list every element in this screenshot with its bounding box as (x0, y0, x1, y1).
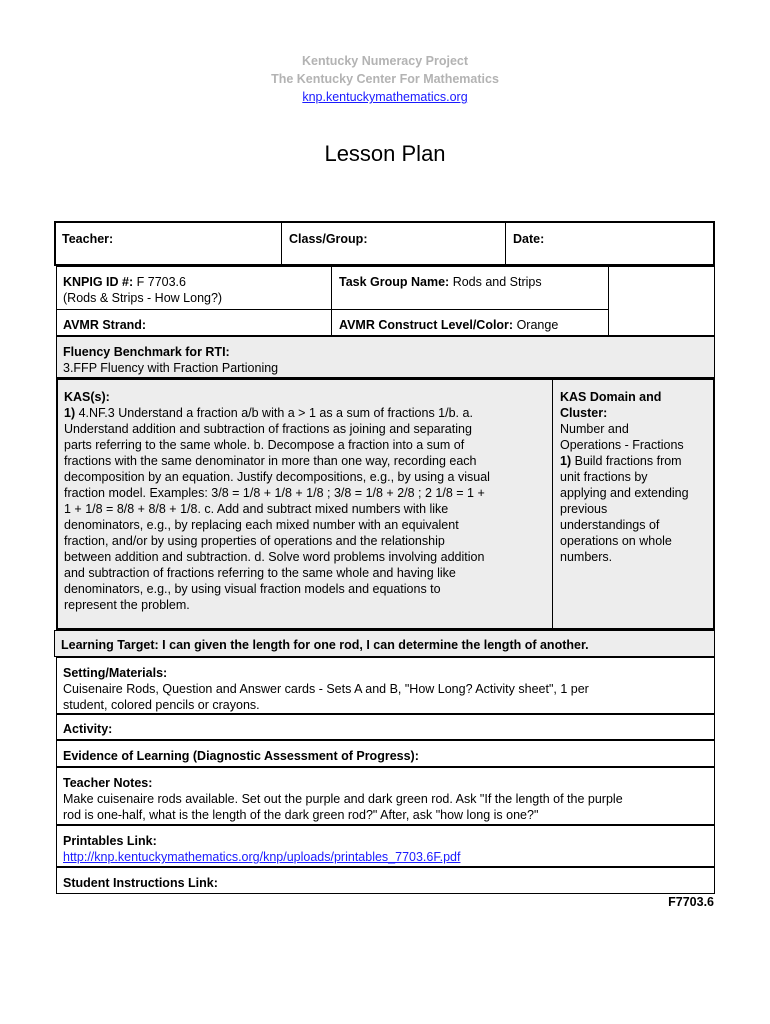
fluency-label: Fluency Benchmark for RTI: (63, 345, 230, 359)
task-group-label: Task Group Name: (339, 275, 450, 289)
knpig-sub: (Rods & Strips - How Long?) (63, 291, 223, 305)
page-title: Lesson Plan (324, 141, 446, 166)
kas-line-2: parts referring to the same whole. b. Decompose a fraction into a sum of (64, 438, 465, 452)
domain-line-b5: numbers. (560, 550, 613, 564)
header-link[interactable]: knp.kentuckymathematics.org (302, 90, 468, 104)
setting-section (56, 657, 715, 714)
domain-line-b0: unit fractions by (560, 470, 648, 484)
domain-line-b3: understandings of (560, 518, 660, 532)
kas-domain-label: KAS Domain and (560, 390, 662, 404)
domain-line-first: 1) Build fractions from (560, 454, 682, 468)
info-block (56, 266, 715, 336)
kas-line-3: fractions with the same denominator in more than one way, recording each (64, 454, 477, 468)
kas-line-4: decomposition by an equation. Justify decompositions, e.g., by using a visual (64, 470, 490, 484)
center-name: The Kentucky Center For Mathematics (271, 72, 499, 86)
notes-line-1: Make cuisenaire rods available. Set out the purple and dark green rod. Ask "If the length of the purple (63, 792, 623, 806)
kas-line-9: between addition and subtraction. d. Solve word problems involving addition (64, 550, 485, 564)
setting-label: Setting/Materials: (63, 666, 168, 680)
teacher-notes-label: Teacher Notes: (63, 776, 153, 790)
kas-number: 1) (64, 406, 76, 420)
top-row (54, 221, 715, 266)
task-group-value: Rods and Strips (452, 275, 542, 289)
project-name: Kentucky Numeracy Project (301, 54, 469, 68)
setting-line-2: student, colored pencils or crayons. (63, 698, 260, 712)
kas-line-1: Understand addition and subtraction of fractions as joining and separating (64, 422, 472, 436)
class-label: Class/Group: (289, 232, 368, 246)
kas-cluster-label: Cluster: (560, 406, 608, 420)
avmr-construct-label: AVMR Construct Level/Color: (339, 318, 514, 332)
domain-line-a0: Number and (560, 422, 629, 436)
activity-label: Activity: (63, 722, 113, 736)
activity-section (56, 714, 715, 740)
kas-label: KAS(s): (64, 390, 110, 404)
evidence-section (56, 740, 715, 767)
kas-line-8: fraction, and/or by using properties of operations and the relationship (64, 534, 445, 548)
domain-line-b1: applying and extending (560, 486, 689, 500)
notes-line-2: rod is one-half, what is the length of the dark green rod?" After, ask "how long is one?" (63, 808, 539, 822)
kas-section (56, 378, 715, 630)
printables-link[interactable]: http://knp.kentuckymathematics.org/knp/uploads/printables_7703.6F.pdf (63, 850, 461, 864)
knpig-value: F 7703.6 (136, 275, 186, 289)
domain-line-b4: operations on whole (560, 534, 672, 548)
teacher-notes-section (56, 767, 715, 825)
kas-line-5: fraction model. Examples: 3/8 = 1/8 + 1/8 + 1/8 ; 3/8 = 1/8 + 2/8 ; 2 1/8 = 1 + (64, 486, 485, 500)
printables-section (56, 825, 715, 867)
teacher-label: Teacher: (62, 232, 114, 246)
knpig-label: KNPIG ID #: (63, 275, 134, 289)
student-instructions-label: Student Instructions Link: (63, 876, 218, 890)
kas-line-0: 1) 4.NF.3 Understand a fraction a/b with a > 1 as a sum of fractions 1/b. a. (64, 406, 473, 420)
setting-line-1: Cuisenaire Rods, Question and Answer cards - Sets A and B, "How Long? Activity sheet", 1 per (63, 682, 589, 696)
kas-line-6: 1 + 1/8 = 8/8 + 8/8 + 1/8. c. Add and subtract mixed numbers with like (64, 502, 449, 516)
kas-line-10: and subtraction of fractions referring to the same whole and having like (64, 566, 456, 580)
domain-line-b2: previous (560, 502, 608, 516)
domain-line-a1: Operations - Fractions (560, 438, 684, 452)
learning-target-row (54, 630, 715, 657)
fluency-value: 3.FFP Fluency with Fraction Partioning (63, 361, 279, 375)
domain-number: 1) (560, 454, 572, 468)
date-label: Date: (513, 232, 545, 246)
avmr-construct-value: Orange (516, 318, 559, 332)
kas-line-7: denominators, e.g., by replacing each mixed number with an equivalent (64, 518, 459, 532)
footer-code: F7703.6 (668, 895, 714, 909)
evidence-label: Evidence of Learning (Diagnostic Assessment of Progress): (63, 749, 419, 763)
printables-label: Printables Link: (63, 834, 157, 848)
avmr-strand-label: AVMR Strand: (63, 318, 147, 332)
learning-target: Learning Target: I can given the length for one rod, I can determine the length of another. (61, 638, 589, 652)
kas-line-12: represent the problem. (64, 598, 190, 612)
kas-line-11: denominators, e.g., by using visual fraction models and equations to (64, 582, 441, 596)
student-instructions-section (56, 867, 715, 894)
fluency-section (56, 336, 715, 378)
